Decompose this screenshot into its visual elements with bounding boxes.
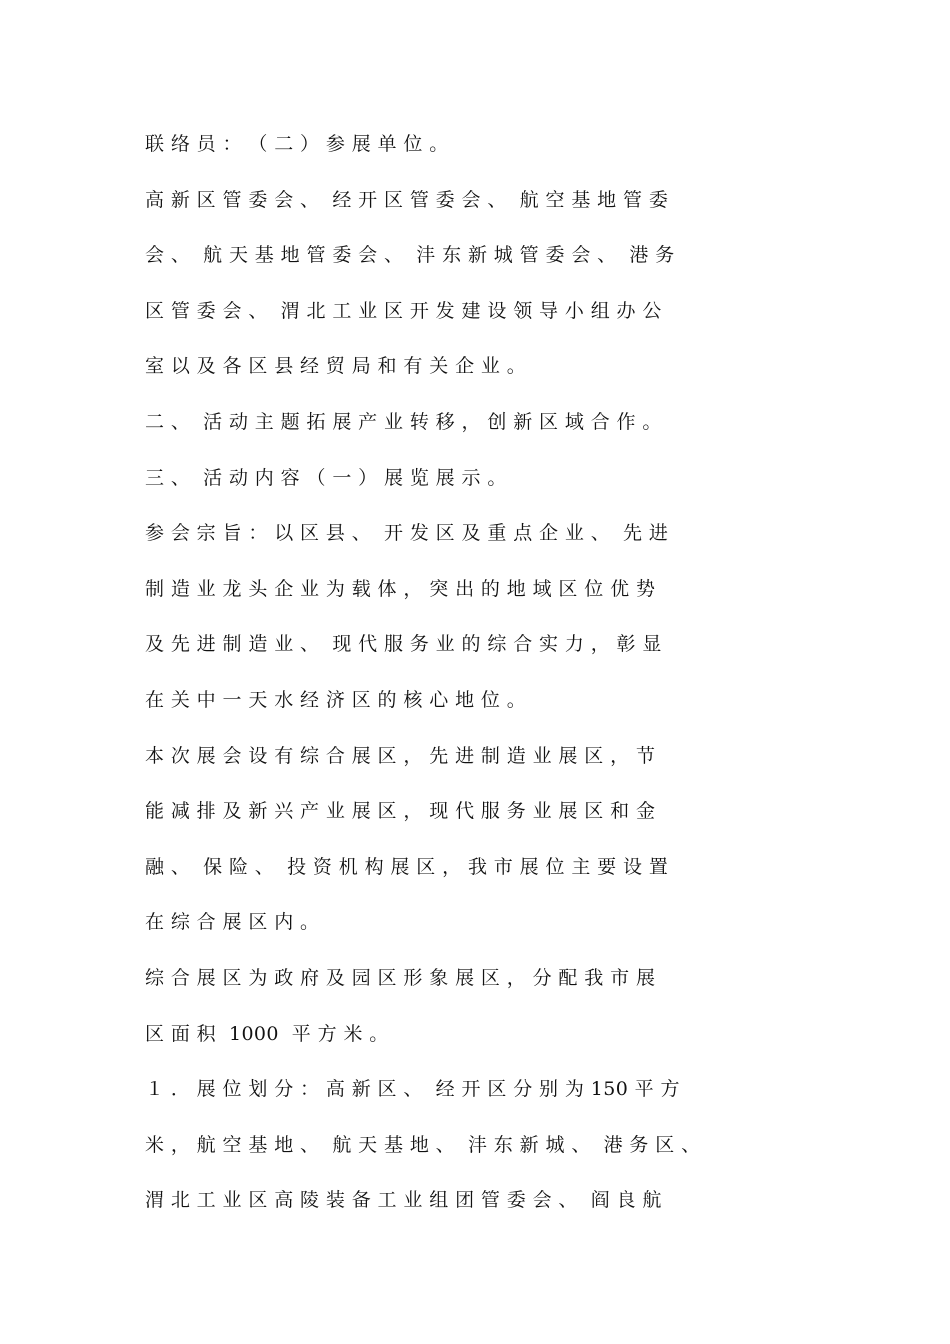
text-line: 参 会 宗 旨 ： 以 区 县 、 开 发 区 及 重 点 企 业 、 先 进 [145, 522, 669, 545]
text-line: 融 、 保 险 、 投 资 机 构 展 区 ， 我 市 展 位 主 要 设 置 [145, 855, 669, 878]
text-line: 联 络 员 ： （ 二 ） 参 展 单 位 。 [145, 133, 449, 155]
text-line: 制 造 业 龙 头 企 业 为 载 体 ， 突 出 的 地 域 区 位 优 势 [145, 577, 656, 600]
text-line: 区 管 委 会 、 渭 北 工 业 区 开 发 建 设 领 导 小 组 办 公 [145, 299, 662, 322]
text-line: 会 、 航 天 基 地 管 委 会 、 沣 东 新 城 管 委 会 、 港 务 [145, 244, 675, 267]
text-line: 二 、 活 动 主 题 拓 展 产 业 转 移 ， 创 新 区 域 合 作 。 [145, 410, 662, 433]
text-line: 米 ， 航 空 基 地 、 航 天 基 地 、 沣 东 新 城 、 港 务 区 、 [145, 1133, 701, 1156]
text-line: 在 综 合 展 区 内 。 [145, 911, 320, 934]
text-line: 三 、 活 动 内 容 （ 一 ） 展 览 展 示 。 [145, 466, 507, 489]
text-line: 在 关 中 一 天 水 经 济 区 的 核 心 地 位 。 [145, 688, 527, 711]
text-line: 高 新 区 管 委 会 、 经 开 区 管 委 会 、 航 空 基 地 管 委 [145, 188, 669, 211]
text-line: １ ． 展 位 划 分 ： 高 新 区 、 经 开 区 分 别 为 150 平 方 [145, 1078, 680, 1101]
text-line: 室 以 及 各 区 县 经 贸 局 和 有 关 企 业 。 [145, 355, 527, 378]
text-line: 及 先 进 制 造 业 、 现 代 服 务 业 的 综 合 实 力 ， 彰 显 [145, 633, 662, 656]
text-line: 综 合 展 区 为 政 府 及 园 区 形 象 展 区 ， 分 配 我 市 展 [145, 966, 656, 989]
document-body [145, 128, 845, 1240]
text-line: 能 减 排 及 新 兴 产 业 展 区 ， 现 代 服 务 业 展 区 和 金 [145, 800, 656, 823]
text-line: 渭 北 工 业 区 高 陵 装 备 工 业 组 团 管 委 会 、 阎 良 航 [145, 1189, 662, 1212]
text-line: 区 面 积 1000 平 方 米 。 [145, 1022, 389, 1045]
text-line: 本 次 展 会 设 有 综 合 展 区 ， 先 进 制 造 业 展 区 ， 节 [145, 744, 656, 767]
